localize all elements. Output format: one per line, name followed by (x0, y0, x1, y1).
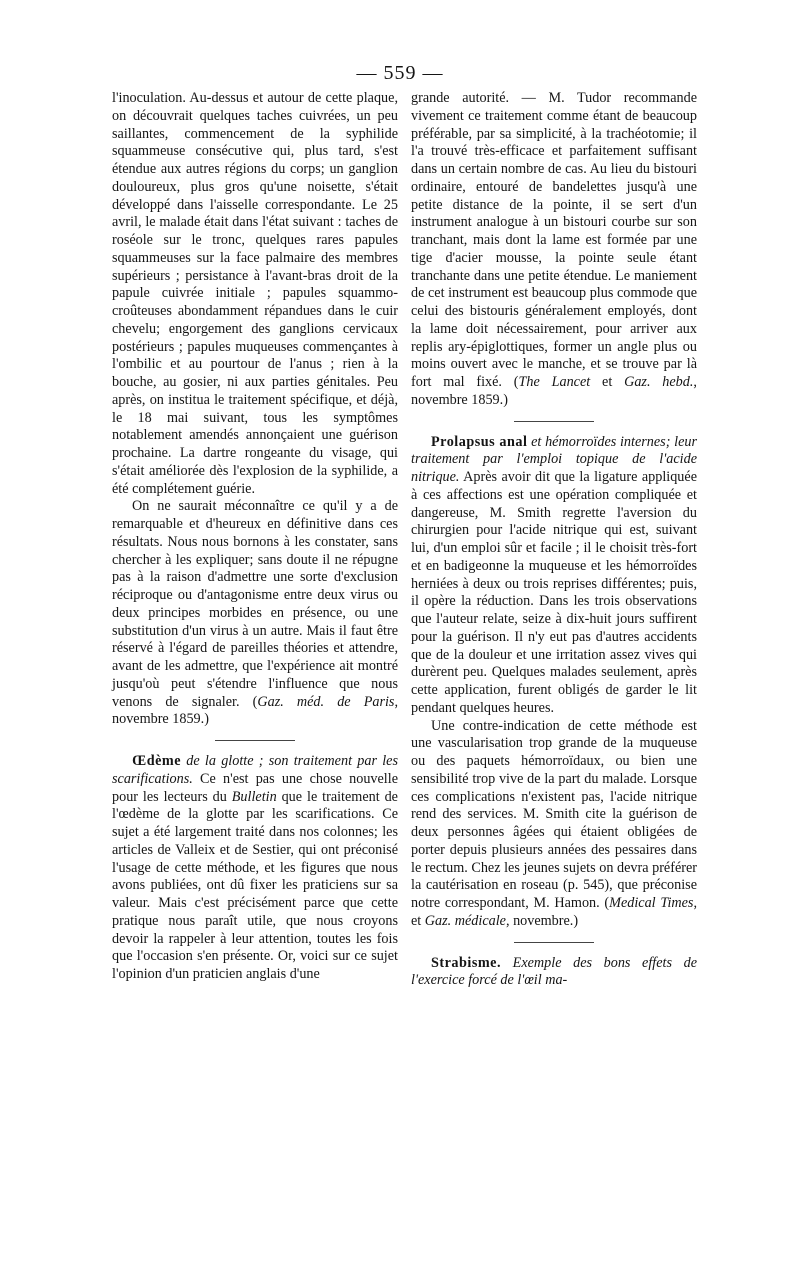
citation: Gaz. hebd. (624, 374, 694, 390)
citation-joiner: et (590, 374, 625, 390)
section-divider (514, 942, 594, 943)
paragraph-text: Une contre-indication de cette méthode est une vascularisation trop grande de la muqueuse ou des paquets hémorroïdaux, ou bien une sensibilité trop vive de la part du malade. Lorsque ces complications n'existent pas, l'acide nitrique rend des services. M. Smith cite la guérison de deux personnes âgées qui étaient obligées de porter depuis plusieurs années des pessaires dans le rectum. Chez les jeunes sujets on devra préférer la cautérisation en roseau (p. 545), que préconise notre correspondant, M. Hamon. ( (411, 717, 697, 911)
section-title: de la glotte ; son traitement par les scarifications. (112, 753, 398, 787)
section-prolapsus (411, 434, 697, 718)
section-heading: Prolapsus anal (431, 433, 528, 450)
section-title: et hémorroïdes internes; leur traitement par l'emploi topique de l'acide nitrique. (411, 433, 697, 485)
citation: Gaz. méd. de Paris (257, 693, 395, 710)
citation: Gaz. médicale (424, 912, 506, 929)
section-divider (514, 421, 594, 422)
section-text: que le traitement de l'œdème de la glotte par les scarifications. Ce sujet a été largement traité dans nos colonnes; les articles de Valleix et de Sestier, qui ont préconisé l'usage de cette méthode, et les figures que nous avons publiées, ont dû fixer les praticiens sur sa valeur. Mais c'est précisément parce que cette pratique nous paraît utile, que nous croyons devoir la rappeler à leur attention, toutes les fois que l'occasion s'en présente. Or, voici sur ce sujet l'opinion d'un praticien anglais d'une (112, 788, 398, 982)
citation-joiner: , et (411, 895, 697, 929)
paragraph-text: grande autorité. — M. Tudor recommande vivement ce traitement comme étant de beaucoup préférable, par sa simplicité, à la trachéotomie; il l'a trouvé très-efficace et parfaitement suffisant dans un certain nombre de cas. Au lieu du bistouri ordinaire, entouré de bandelettes jusqu'à une petite distance de la pointe, il se sert d'un instrument analogue à un bistouri courbe sur son tranchant, mais dont la lame est formée par une tige d'acier mousse, la pointe seule étant tranchante dans une petite étendue. Le maniement de cet instrument est beaucoup plus commode que celui des bistouris généralement employés, dont la lame doit nécessairement, pour arriver aux replis ary-épiglottiques, former un angle plus ou moins ouvert avec le manche, et se trouve par là fort mal fixé. ( (411, 90, 697, 390)
citation: The Lancet (518, 374, 591, 390)
section-heading: Œdème (132, 753, 181, 769)
left-column (112, 90, 398, 984)
page-number: — 559 — (356, 62, 444, 84)
citation: Medical Times (609, 895, 694, 911)
paragraph-text: On ne saurait méconnaître ce qu'il y a de remarquable et d'heureux en définitive dans ces résultats. Nous nous bornons à les constater, sans chercher à les expliquer; sans doute il ne répugne pas à la raison d'admettre une sorte d'exclusion réciproque ou d'antagonisme entre deux virus ou deux principes morbides en présence, ou une substitution d'un virus à un autre. Mais il faut être réservé à l'égard de pareilles théories et attendre, avant de les admettre, que l'expérience ait montré jusqu'où peut s'étendre l'influence que nous venons de signaler. ( (112, 498, 398, 710)
paragraph-tudor (411, 90, 697, 410)
right-column (411, 90, 697, 990)
section-text: Après avoir dit que la ligature appliquée à ces affections est une opération compliquée et dangereuse, M. Smith regrette l'aversion du chirurgien pour l'acide nitrique qui est, suivant lui, d'un emploi sûr et facile ; il le choisit très-fort et en badigeonne la muqueuse et les hémorroïdes herniées à deux ou trois reprises différentes; puis, il opère la réduction. Dans les trois observations que l'auteur relate, seize à dix-huit jours suffirent pour la guérison. Il n'y eut pas d'autres accidents que de la douleur et une irritation assez vives qui durèrent peu. Quelques malades seulement, après cette application, furent obligés de garder le lit pendant quelques heures. (411, 469, 697, 716)
citation-date: , novembre 1859.) (112, 693, 398, 728)
paragraph-contre-indication (411, 718, 697, 931)
citation-date: , novembre 1859.) (411, 374, 697, 408)
section-strabisme (411, 955, 697, 991)
section-title: Exemple des bons effets de l'exercice forcé de l'œil ma- (411, 954, 697, 989)
paragraph-antagonism (112, 498, 398, 729)
section-text: Ce n'est pas une chose nouvelle pour les lecteurs du (112, 770, 398, 805)
journal-name: Bulletin (231, 788, 277, 805)
section-divider (215, 740, 295, 741)
section-heading: Strabisme. (431, 954, 502, 971)
paragraph-inoculation: l'inoculation. Au-dessus et autour de cette plaque, on découvrait quelques taches cuivrées, un peu saillantes, commencement de la syphilide squammeuse consécutive qui, plus tard, s'est étendue aux autres régions du corps; un ganglion douloureux, plus gros qu'une noisette, s'était développé dans l'aisselle correspondante. Le 25 avril, le malade était dans l'état suivant : taches de roséole sur le tronc, quelques rares papules squammeuses sur la face palmaire des membres supérieurs ; persistance à l'avant-bras droit de la papule cuivrée initiale ; papules squammo-croûteuses abondamment répandues dans le cuir chevelu; engorgement des ganglions cervicaux postérieurs ; papules muqueuses commençantes à l'ombilic et au pourtour de l'anus ; rien à la bouche, au gosier, ni aux parties génitales. Peu après, on institua le traitement spécifique, et déjà, le 18 mai suivant, tous les symptômes notablement amendés annonçaient une guérison prochaine. La dartre rongeante du visage, qui s'était améliorée dès l'explosion de la syphilide, a été complétement guérie. (112, 90, 398, 497)
citation-date: , novembre.) (505, 912, 579, 929)
section-oedeme (112, 753, 398, 984)
